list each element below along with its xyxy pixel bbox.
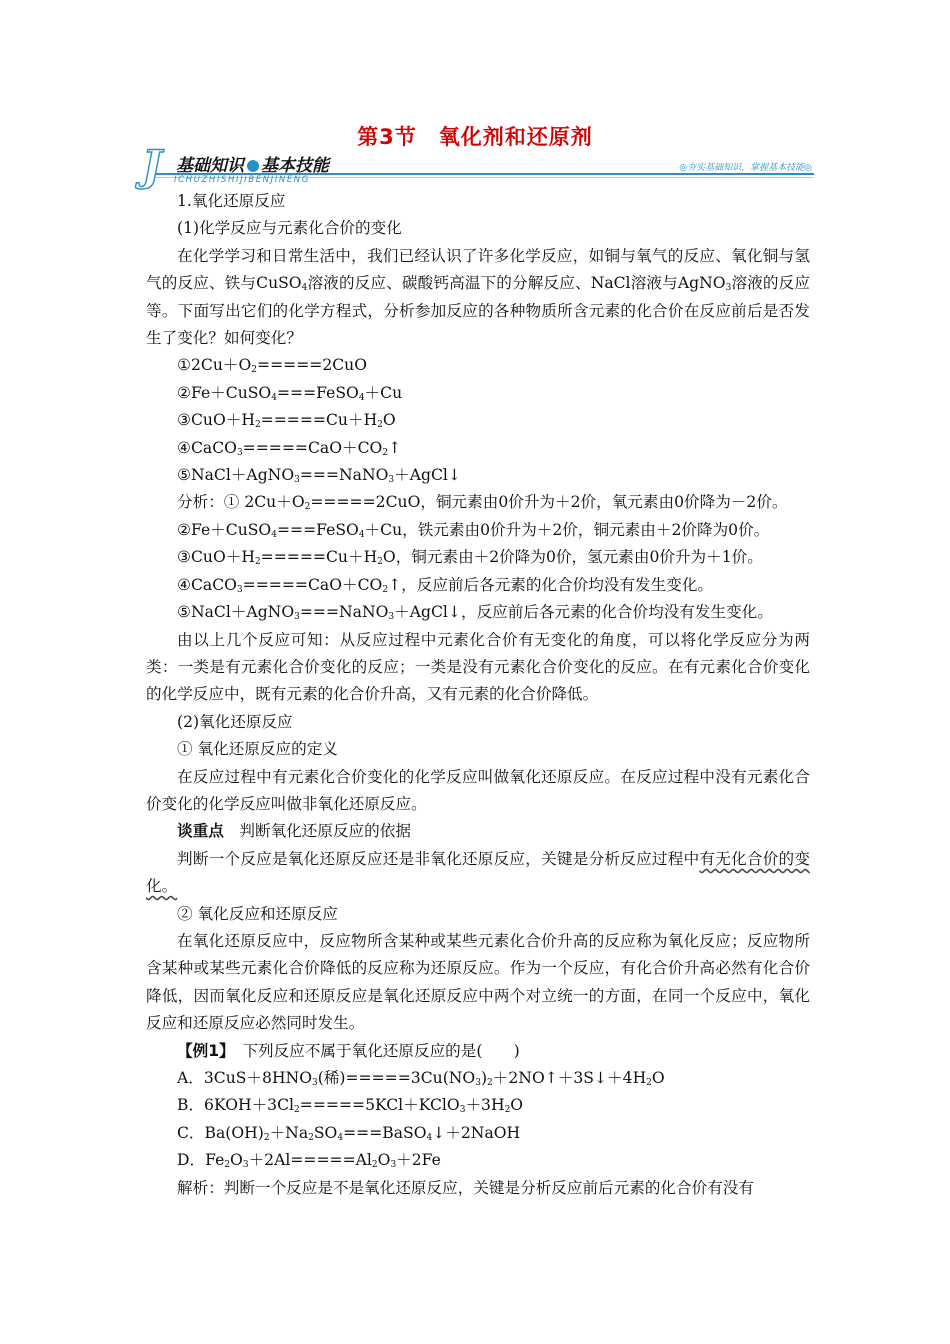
- page-title: 第3节 氧化剂和还原剂: [357, 125, 593, 149]
- option-c: C．$Ba(OH)_2+Na_2SO_4===BaSO_4↓+2NaOH$: [177, 1123, 521, 1143]
- key-point-label: 谈重点: [177, 822, 224, 841]
- banner-pinyin: ICHUZHISHIJIBENJINENG: [174, 175, 310, 185]
- option-b: B．$6KOH+3Cl_2=====5KCl+KClO_3+3H_2O$: [177, 1096, 524, 1116]
- equation-3: $③CuO+H_2=====Cu+H_2O$: [177, 411, 396, 431]
- subsection-heading-definition: ① 氧化还原反应的定义: [177, 740, 338, 759]
- section-heading-1: 1.氧化还原反应: [177, 192, 286, 210]
- key-point-heading: [146, 818, 810, 845]
- equation-5: ⑤NaCl＋AgNO$_3$===NaNO$_3$＋AgCl↓: [177, 466, 461, 486]
- analysis-4: $④CaCO_3=====CaO+CO_2↑$，反应前后各元素的化合价均没有发生变化。: [177, 575, 714, 595]
- option-d: D．$Fe_2O_3+2Al=====Al_2O_3+2Fe$: [177, 1151, 441, 1171]
- example-label: 【例1】: [177, 1041, 227, 1060]
- analysis-2: ②Fe＋CuSO$_4$===FeSO$_4$＋Cu，铁元素由0价升为＋2价，铜元素由＋2价降为0价。: [177, 520, 770, 540]
- option-a: A．$3CuS+8HNO_3$(稀)$=====3Cu(NO_3)_2+2NO↑+3S↓+4H_2O$: [177, 1069, 665, 1088]
- paragraph-intro: 在化学学习和日常生活中，我们已经认识了许多化学反应，如铜与氧气的反应、氧化铜与氢气的反应、铁与CuSO$_4$溶液的反应、碳酸钙高温下的分解反应、NaCl溶液与AgNO$_3$溶液的反应等。下面写出它们的化学方程式，分析参加反应的各种物质所含元素的化合价在反应前后是否发生了变化？如何变化？: [146, 246, 810, 348]
- equation-4: $④CaCO_3=====CaO+CO_2↑$: [177, 438, 402, 458]
- subsection-heading-1-1: (1)化学反应与元素化合价的变化: [177, 219, 402, 238]
- example-analysis: 解析：判断一个反应是不是氧化还原反应，关键是分析反应前后元素的化合价有没有: [177, 1178, 754, 1197]
- key-point-title: 判断氧化还原反应的依据: [223, 822, 411, 841]
- paragraph-key-point: 判断一个反应是氧化还原反应还是非氧化还原反应，关键是分析反应过程中有无化合价的变化。: [146, 849, 810, 896]
- analysis-1: 分析：① $2Cu+O_2=====2CuO$，铜元素由0价升为＋2价，氧元素由0价降为－2价。: [177, 493, 788, 513]
- paragraph-oxidation-reduction: 在氧化还原反应中，反应物所含某种或某些元素化合价升高的反应称为氧化反应；反应物所含某种或某些元素化合价降低的反应称为还原反应。作为一个反应，有化合价升高必然有化合价降低，因而氧化反应和还原反应是氧化还原反应中两个对立统一的方面，在同一个反应中，氧化反应和还原反应必然同时发生。: [146, 931, 810, 1033]
- main-content: [146, 188, 810, 1202]
- banner-heading: [176, 151, 329, 176]
- banner-heading-part2: 基本技能: [261, 156, 329, 176]
- subsection-heading-oxidation-reduction: ② 氧化反应和还原反应: [177, 904, 338, 923]
- analysis-5: ⑤NaCl＋AgNO$_3$===NaNO$_3$＋AgCl↓，反应前后各元素的化合价均没有发生变化。: [177, 603, 773, 623]
- subsection-heading-1-2: (2)氧化还原反应: [177, 712, 293, 731]
- banner-tagline: ◎夯实基础知识，掌握基本技能◎: [679, 163, 812, 173]
- section-banner: [142, 141, 814, 190]
- banner-separator-dot-icon: [247, 160, 259, 172]
- paragraph-classification: 由以上几个反应可知：从反应过程中元素化合价有无变化的角度，可以将化学反应分为两类：一类是有元素化合价变化的反应；一类是没有元素化合价变化的反应。在有元素化合价变化的化学反应中，既有元素的化合价升高，又有元素的化合价降低。: [146, 630, 810, 704]
- equation-1: $①2Cu+O_2=====2CuO$: [177, 356, 368, 376]
- example-stem: 下列反应不属于氧化还原反应的是( ): [226, 1041, 520, 1060]
- equation-2: ②Fe＋CuSO$_4$===FeSO$_4$＋Cu: [177, 383, 403, 403]
- paragraph-definition: 在反应过程中有元素化合价变化的化学反应叫做氧化还原反应。在反应过程中没有元素化合价变化的化学反应叫做非氧化还原反应。: [146, 767, 810, 813]
- analysis-3: $③CuO+H_2=====Cu+H_2O$，铜元素由＋2价降为0价，氢元素由0价升为＋1价。: [177, 548, 763, 568]
- banner-logo-letter: J: [142, 141, 162, 190]
- banner-heading-part1: 基础知识: [176, 156, 244, 176]
- emphasized-phrase: 有无化合价的变化。: [146, 849, 810, 896]
- example-question: [146, 1038, 810, 1065]
